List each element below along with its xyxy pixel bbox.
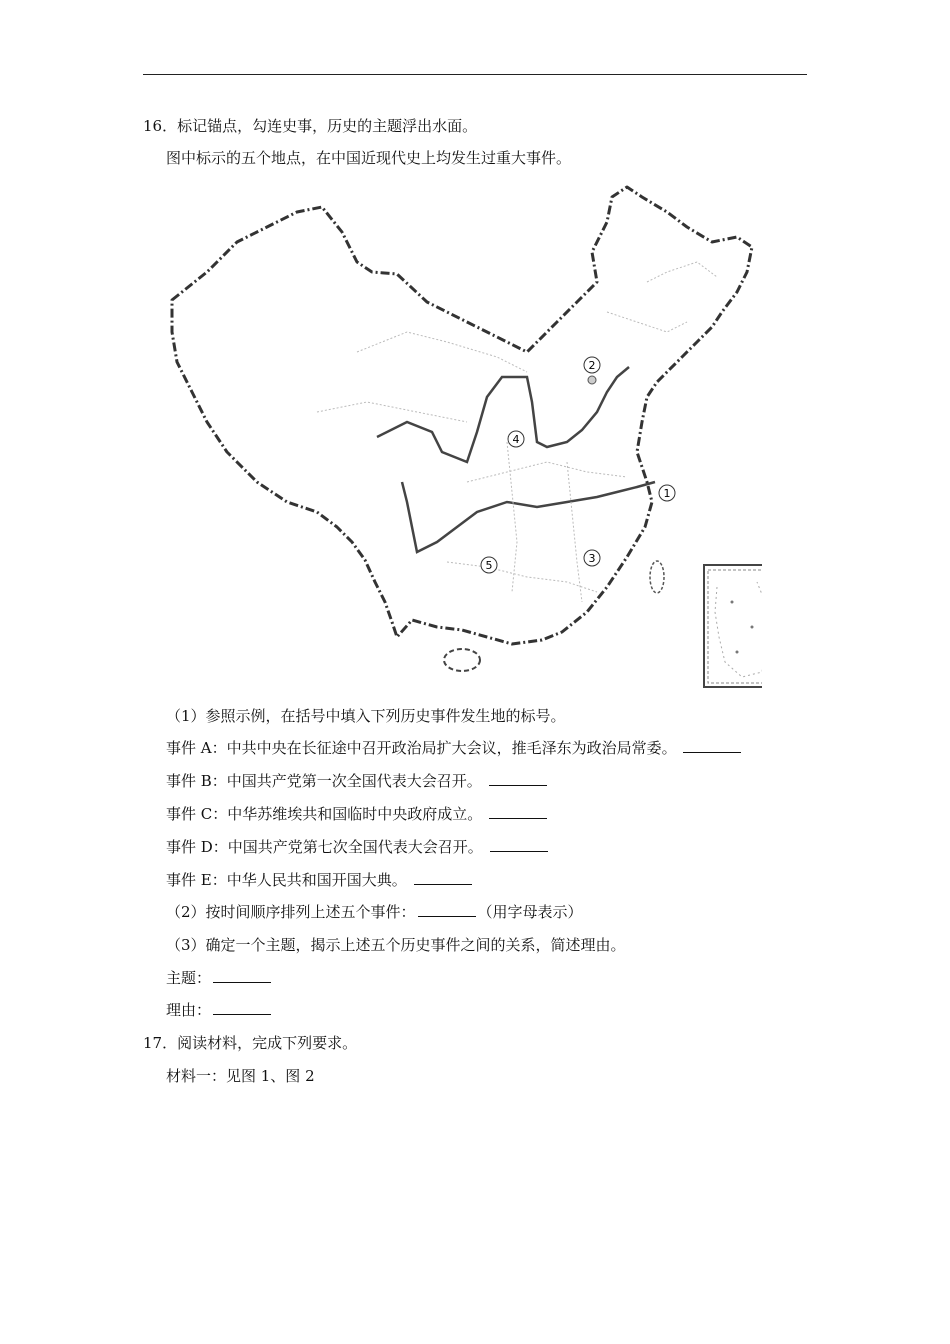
event-e-blank[interactable] <box>414 870 472 885</box>
reason-line <box>166 1000 273 1020</box>
map-marker-3 <box>584 550 600 566</box>
event-b-text: 事件 B：中国共产党第一次全国代表大会召开。 <box>166 772 482 790</box>
svg-text:1: 1 <box>663 487 671 500</box>
event-a <box>166 738 743 758</box>
reason-label: 理由： <box>166 1001 212 1019</box>
map-marker-1 <box>659 485 675 501</box>
china-map <box>167 182 762 692</box>
event-d <box>166 837 550 857</box>
event-d-text: 事件 D：中国共产党第七次全国代表大会召开。 <box>166 838 483 856</box>
question-16-heading: 16．标记锚点，勾连史事，历史的主题浮出水面。 <box>143 117 478 135</box>
part-3-instruction: （3）确定一个主题，揭示上述五个历史事件之间的关系，简述理由。 <box>166 936 626 954</box>
theme-line <box>166 968 273 988</box>
theme-blank[interactable] <box>213 968 271 983</box>
map-marker-5 <box>481 557 497 573</box>
question-17-material: 材料一：见图 1、图 2 <box>166 1067 315 1085</box>
theme-label: 主题： <box>166 969 212 987</box>
svg-text:4: 4 <box>512 433 520 446</box>
map-hainan <box>444 649 480 671</box>
map-south-china-sea-inset <box>704 565 762 687</box>
event-d-blank[interactable] <box>490 837 548 852</box>
part-2-suffix: （用字母表示） <box>477 903 583 921</box>
event-e <box>166 870 474 890</box>
event-b <box>166 771 549 791</box>
event-b-blank[interactable] <box>489 771 547 786</box>
event-a-text: 事件 A：中共中央在长征途中召开政治局扩大会议，推毛泽东为政治局常委。 <box>166 739 677 757</box>
part-2-prefix: （2）按时间顺序排列上述五个事件： <box>166 903 416 921</box>
map-route-south <box>402 482 655 552</box>
svg-text:5: 5 <box>485 559 493 572</box>
question-17-heading: 17．阅读材料，完成下列要求。 <box>143 1034 358 1052</box>
svg-text:3: 3 <box>588 552 596 565</box>
map-marker-2 <box>584 357 600 384</box>
map-national-border <box>172 187 752 644</box>
map-taiwan <box>650 561 664 593</box>
svg-text:2: 2 <box>588 359 596 372</box>
event-c <box>166 804 549 824</box>
question-16-intro: 图中标示的五个地点，在中国近现代史上均发生过重大事件。 <box>166 149 572 167</box>
event-a-blank[interactable] <box>683 738 741 753</box>
reason-blank[interactable] <box>213 1000 271 1015</box>
event-c-blank[interactable] <box>489 804 547 819</box>
event-c-text: 事件 C：中华苏维埃共和国临时中央政府成立。 <box>166 805 483 823</box>
map-marker-4 <box>508 431 524 447</box>
event-e-text: 事件 E：中华人民共和国开国大典。 <box>166 871 407 889</box>
part-2-blank[interactable] <box>418 902 476 917</box>
part-1-instruction: （1）参照示例，在括号中填入下列历史事件发生地的标号。 <box>166 707 566 725</box>
header-rule <box>143 74 807 75</box>
part-2-instruction <box>166 902 583 922</box>
